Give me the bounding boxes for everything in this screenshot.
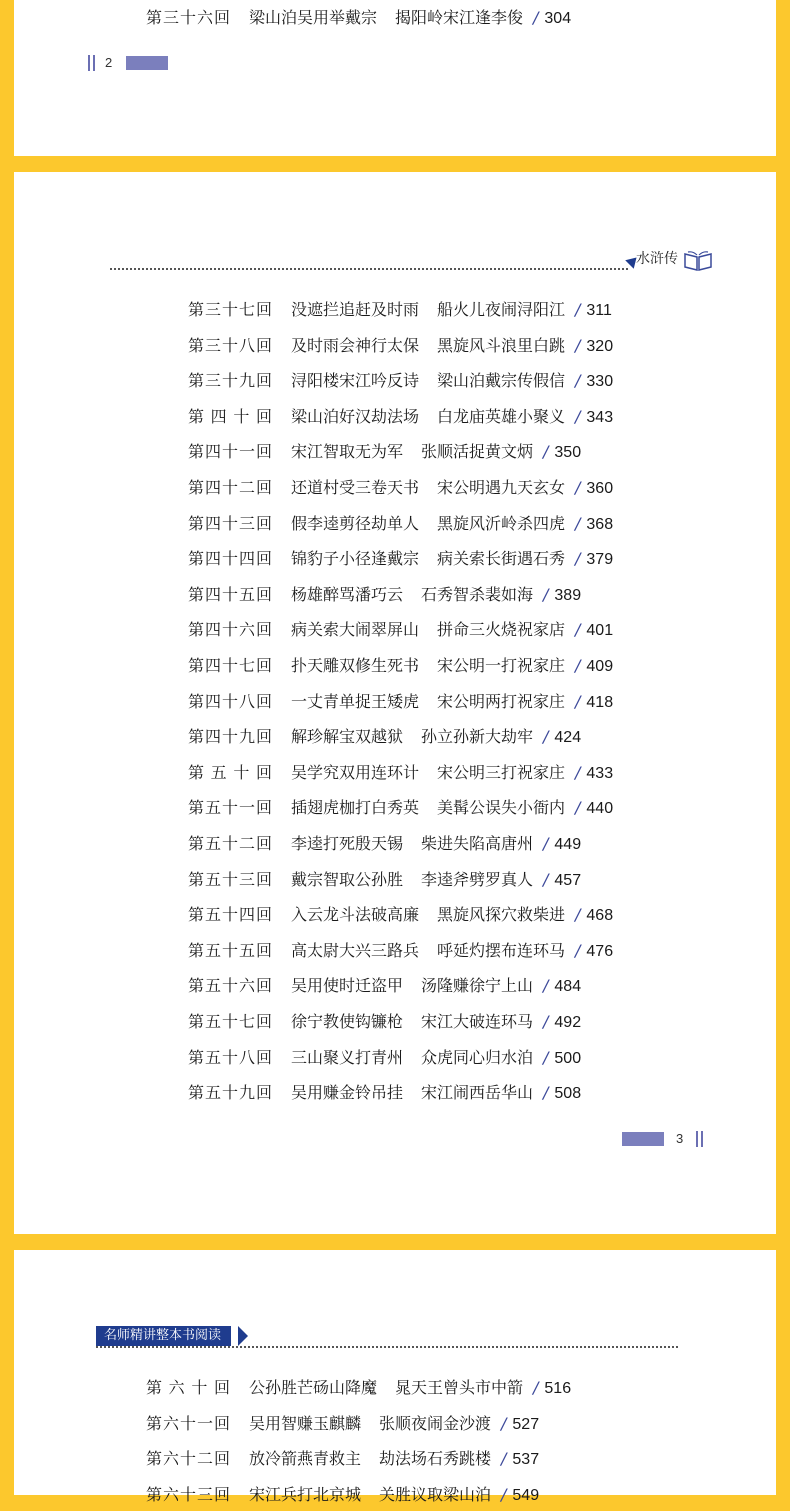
- chapter-title-first: 公孙胜芒砀山降魔: [249, 1378, 378, 1397]
- chapter-title-first: 梁山泊吴用举戴宗: [249, 8, 378, 27]
- chapter-number: 第四十六回: [188, 620, 272, 640]
- chapter-number: 第五十一回: [188, 798, 272, 818]
- chapter-title-second: 柴进失陷高唐州 / 449: [421, 834, 582, 853]
- slash-separator: /: [533, 8, 539, 27]
- page-ref: 343: [586, 408, 614, 426]
- chapter-title-second: 张顺活捉黄文炳 / 350: [421, 442, 582, 462]
- chapter-number: 第六十三回: [146, 1484, 230, 1504]
- chapter-title-first: 高太尉大兴三路兵: [291, 940, 420, 960]
- chapter-number: 第六十一回: [146, 1413, 230, 1433]
- chapter-number: 第四十七回: [188, 656, 272, 675]
- chapter-title-second: 呼延灼摆布连环马 / 476: [437, 940, 614, 960]
- slash-separator: /: [575, 656, 581, 675]
- chapter-number: 第五十七回: [188, 1012, 272, 1031]
- chapter-number: 第四十四回: [188, 549, 272, 569]
- chapter-number: 第四十八回: [188, 691, 272, 711]
- chapter-number: 第三十九回: [188, 371, 272, 391]
- slash-separator: /: [543, 584, 549, 604]
- chapter-title-first: 没遮拦追赶及时雨: [291, 300, 420, 319]
- slash-separator: /: [575, 549, 581, 569]
- page-ref: 492: [554, 1014, 582, 1031]
- page-ref: 457: [554, 871, 582, 889]
- page-ref: 389: [554, 586, 582, 604]
- chapter-title-first: 病关索大闹翠屏山: [291, 620, 420, 640]
- chapter-number: 第五十四回: [188, 905, 272, 925]
- page-ref: 418: [586, 693, 614, 711]
- page-ref: 379: [586, 551, 614, 569]
- chapter-title-first: 梁山泊好汉劫法场: [291, 406, 420, 426]
- chapter-title-second: 汤隆赚徐宁上山 / 484: [421, 976, 582, 996]
- chapter-title-second: 石秀智杀裴如海 / 389: [421, 584, 582, 604]
- slash-separator: /: [575, 406, 581, 426]
- page-ref: 549: [512, 1486, 540, 1504]
- chapter-title-second: 黑旋风沂岭杀四虎 / 368: [437, 513, 614, 533]
- chapter-title-first: 杨雄醉骂潘巧云: [291, 584, 404, 604]
- chapter-title-second: 白龙庙英雄小聚义 / 343: [437, 406, 614, 426]
- chapter-title-first: 插翅虎枷打白秀英: [291, 798, 420, 818]
- slash-separator: /: [543, 869, 549, 889]
- chapter-title-first: 三山聚义打青州: [291, 1047, 404, 1067]
- chapter-title-second: 病关索长街遇石秀 / 379: [437, 549, 614, 569]
- chapter-number: 第四十二回: [188, 478, 272, 497]
- chapter-number: 第四十一回: [188, 442, 272, 462]
- chapter-number: 第四十五回: [188, 584, 272, 604]
- page-ref: 320: [586, 337, 614, 355]
- chapter-title-first: 扑天雕双修生死书: [291, 656, 420, 675]
- toc-page-2: [14, 0, 776, 156]
- slash-separator: /: [501, 1413, 507, 1433]
- page-ref: 311: [586, 302, 612, 319]
- chapter-title-first: 一丈青单捉王矮虎: [291, 691, 420, 711]
- chapter-title-second: 黑旋风斗浪里白跳 / 320: [437, 335, 614, 355]
- chapter-title-first: 解珍解宝双越狱: [291, 727, 404, 747]
- chapter-number: 第四十三回: [188, 513, 272, 533]
- chapter-number: 第三十六回: [146, 8, 230, 27]
- page-ref: 440: [586, 800, 614, 818]
- chapter-title-second: 宋公明三打祝家庄 / 433: [437, 762, 614, 782]
- chapter-title-second: 梁山泊戴宗传假信 / 330: [437, 371, 614, 391]
- slash-separator: /: [575, 335, 581, 355]
- chapter-number: 第五十八回: [188, 1047, 272, 1067]
- page-ref: 350: [554, 444, 582, 462]
- slash-separator: /: [543, 727, 549, 747]
- double-bar-icon: [696, 1131, 704, 1147]
- header-dotted-rule: [110, 268, 628, 270]
- slash-separator: /: [575, 620, 581, 640]
- slash-separator: /: [575, 691, 581, 711]
- chapter-title-second: 揭阳岭宋江逢李俊 / 304: [395, 8, 572, 27]
- slash-separator: /: [533, 1378, 539, 1397]
- chapter-title-first: 李逵打死殷天锡: [291, 834, 404, 853]
- chapter-title-second: 张顺夜闹金沙渡 / 527: [379, 1413, 540, 1433]
- chapter-number: 第五十二回: [188, 834, 272, 853]
- chapter-title-first: 及时雨会神行太保: [291, 335, 420, 355]
- chapter-number: 第五十九回: [188, 1083, 272, 1103]
- slash-separator: /: [575, 762, 581, 782]
- chapter-number: 第五十六回: [188, 976, 272, 996]
- page-ref: 401: [586, 622, 614, 640]
- chapter-title-first: 还道村受三卷天书: [291, 478, 420, 497]
- chapter-number: 第四十回: [188, 406, 272, 426]
- page-ref: 409: [586, 658, 614, 675]
- page-number: 3: [676, 1131, 684, 1146]
- chapter-title-second: 宋江大破连环马 / 492: [421, 1012, 582, 1031]
- chapter-title-first: 吴用使时迁盗甲: [291, 976, 404, 996]
- page-ref: 508: [554, 1085, 582, 1103]
- slash-separator: /: [543, 1083, 549, 1103]
- slash-separator: /: [575, 478, 581, 497]
- slash-separator: /: [575, 905, 581, 925]
- slash-separator: /: [575, 300, 581, 319]
- chapter-title-second: 黑旋风探穴救柴进 / 468: [437, 905, 614, 925]
- chapter-title-second: 晁天王曾头市中箭 / 516: [395, 1378, 572, 1397]
- slash-separator: /: [543, 976, 549, 996]
- chapter-number: 第五十三回: [188, 869, 272, 889]
- chapter-title-first: 宋江智取无为军: [291, 442, 404, 462]
- page-ref: 468: [586, 907, 614, 925]
- slash-separator: /: [543, 442, 549, 462]
- page-ref: 360: [586, 480, 614, 497]
- chapter-number: 第五十回: [188, 762, 272, 782]
- chapter-title-second: 宋公明两打祝家庄 / 418: [437, 691, 614, 711]
- toc-page-3: [14, 172, 776, 1234]
- page-ref: 449: [554, 836, 582, 853]
- section-banner: 名师精讲整本书阅读: [96, 1326, 231, 1346]
- chapter-title-second: 美髯公误失小衙内 / 440: [437, 798, 614, 818]
- chapter-title-second: 众虎同心归水泊 / 500: [421, 1047, 582, 1067]
- chapter-title-first: 徐宁教使钩镰枪: [291, 1012, 404, 1031]
- page-ref: 516: [544, 1380, 572, 1397]
- chapter-title-first: 吴用赚金铃吊挂: [291, 1083, 404, 1103]
- chapter-title-first: 入云龙斗法破高廉: [291, 905, 420, 925]
- page-number: 2: [105, 55, 113, 70]
- page-ref: 476: [586, 942, 614, 960]
- header-dotted-rule: [96, 1346, 678, 1348]
- chapter-title-first: 吴学究双用连环计: [291, 762, 420, 782]
- slash-separator: /: [575, 371, 581, 391]
- chapter-title-first: 浔阳楼宋江吟反诗: [291, 371, 420, 391]
- chapter-title-second: 船火儿夜闹浔阳江 / 311: [437, 300, 612, 319]
- chapter-title-first: 假李逵剪径劫单人: [291, 513, 420, 533]
- slash-separator: /: [575, 798, 581, 818]
- page-ref: 433: [586, 764, 614, 782]
- slash-separator: /: [501, 1484, 507, 1504]
- chapter-title-first: 锦豹子小径逢戴宗: [291, 549, 420, 569]
- page-ref: 500: [554, 1049, 582, 1067]
- slash-separator: /: [543, 834, 549, 853]
- banner-arrow: [238, 1326, 248, 1346]
- chapter-number: 第六十二回: [146, 1449, 230, 1469]
- toc-page-4: [14, 1250, 776, 1504]
- page-number-bar: [126, 56, 168, 70]
- page-ref: 368: [586, 515, 614, 533]
- double-bar-icon: [88, 55, 96, 71]
- chapter-number: 第三十七回: [188, 300, 272, 319]
- chapter-number: 第五十五回: [188, 940, 272, 960]
- slash-separator: /: [575, 513, 581, 533]
- page-ref: 527: [512, 1415, 540, 1433]
- page-ref: 304: [544, 10, 572, 27]
- chapter-number: 第四十九回: [188, 727, 272, 747]
- chapter-title-second: 李逵斧劈罗真人 / 457: [421, 869, 582, 889]
- chapter-title-first: 放冷箭燕青救主: [249, 1449, 362, 1469]
- slash-separator: /: [543, 1047, 549, 1067]
- page-number-bar: [622, 1132, 664, 1146]
- chapter-title-second: 宋公明遇九天玄女 / 360: [437, 478, 614, 497]
- chapter-title-second: 关胜议取梁山泊 / 549: [379, 1484, 540, 1504]
- book-title: 水浒传: [636, 251, 678, 267]
- chapter-title-second: 拼命三火烧祝家店 / 401: [437, 620, 614, 640]
- chapter-title-first: 戴宗智取公孙胜: [291, 869, 404, 889]
- chapter-number: 第六十回: [146, 1378, 230, 1397]
- chapter-title-second: 宋江闹西岳华山 / 508: [421, 1083, 582, 1103]
- open-book-icon: [683, 248, 713, 272]
- chapter-title-second: 宋公明一打祝家庄 / 409: [437, 656, 614, 675]
- page-ref: 424: [554, 729, 582, 747]
- chapter-title-first: 宋江兵打北京城: [249, 1484, 362, 1504]
- page-ref: 330: [586, 373, 614, 391]
- chapter-number: 第三十八回: [188, 335, 272, 355]
- chapter-title-second: 劫法场石秀跳楼 / 537: [379, 1449, 540, 1469]
- chapter-title-first: 吴用智赚玉麒麟: [249, 1413, 362, 1433]
- slash-separator: /: [543, 1012, 549, 1031]
- page-ref: 537: [512, 1451, 540, 1469]
- page-ref: 484: [554, 978, 582, 996]
- chapter-title-second: 孙立孙新大劫牢 / 424: [421, 727, 582, 747]
- slash-separator: /: [501, 1449, 507, 1469]
- slash-separator: /: [575, 940, 581, 960]
